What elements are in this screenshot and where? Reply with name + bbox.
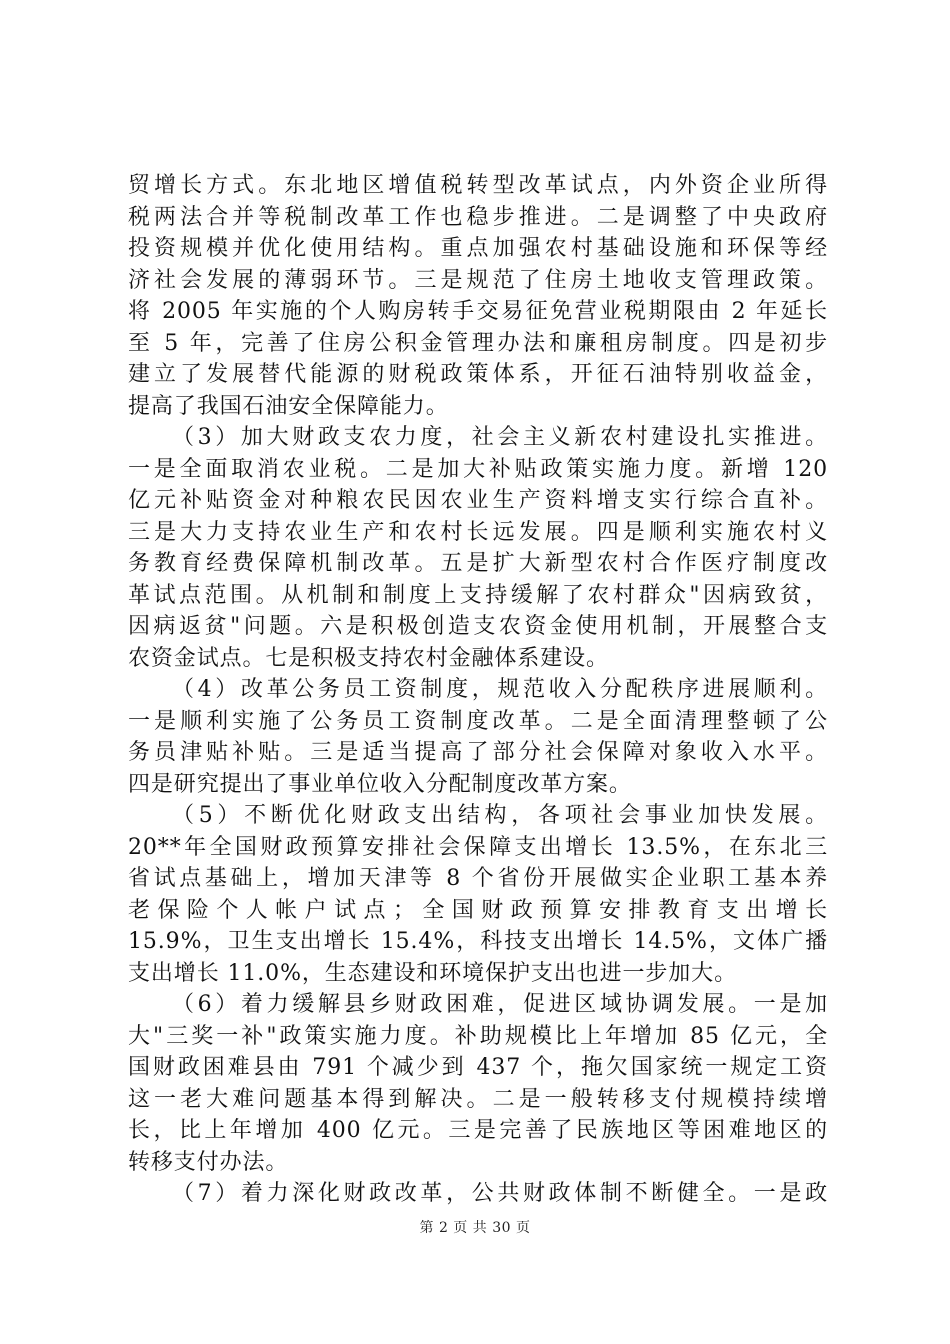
text-line: 投资规模并优化使用结构。重点加强农村基础设施和环保等经 (128, 236, 828, 261)
text-line: 一是顺利实施了公务员工资制度改革。二是全面清理整顿了公 (128, 708, 828, 734)
text-line: 税两法合并等税制改革工作也稳步推进。二是调整了中央政府 (128, 204, 828, 230)
text-line: 省试点基础上，增加天津等 8 个省份开展做实企业职工基本养 (128, 866, 828, 891)
text-line: 这一老大难问题基本得到解决。二是一般转移支付规模持续增 (128, 1086, 828, 1112)
body-text (128, 170, 828, 1210)
text-line: 四是研究提出了事业单位收入分配制度改革方案。 (128, 771, 632, 797)
text-line: 老保险个人帐户试点；全国财政预算安排教育支出增长 (128, 897, 828, 923)
text-line: 贸增长方式。东北地区增值税转型改革试点，内外资企业所得 (128, 173, 828, 198)
text-line: 将 2005 年实施的个人购房转手交易征免营业税期限由 2 年延长 (128, 299, 828, 324)
text-line: 提高了我国石油安全保障能力。 (128, 393, 449, 419)
text-line: 支出增长 11.0%，生态建设和环境保护支出也进一步加大。 (128, 960, 737, 986)
paragraph-heading-5: （5）不断优化财政支出结构，各项社会事业加快发展。 (172, 803, 828, 828)
text-line: 一是全面取消农业税。二是加大补贴政策实施力度。新增 120 (128, 456, 828, 482)
text-line: 三是大力支持农业生产和农村长远发展。四是顺利实施农村义 (128, 519, 828, 545)
text-line: 亿元补贴资金对种粮农民因农业生产资料增支实行综合直补。 (128, 488, 828, 513)
text-line: 至 5 年，完善了住房公积金管理办法和廉租房制度。四是初步 (128, 330, 828, 356)
text-line: 务教育经费保障机制改革。五是扩大新型农村合作医疗制度改 (128, 551, 828, 576)
text-line: 国财政困难县由 791 个减少到 437 个，拖欠国家统一规定工资 (128, 1055, 828, 1080)
text-line: 农资金试点。七是积极支持农村金融体系建设。 (128, 645, 609, 671)
page-number-footer: 第 2 页 共 30 页 (419, 1220, 531, 1236)
text-line: 因病返贫"问题。六是积极创造支农资金使用机制，开展整合支 (128, 614, 828, 639)
text-line: 15.9%，卫生支出增长 15.4%，科技支出增长 14.5%，文体广播 (128, 929, 828, 954)
paragraph-heading-3: （3）加大财政支农力度，社会主义新农村建设扎实推进。 (172, 425, 828, 450)
paragraph-heading-6: （6）着力缓解县乡财政困难，促进区域协调发展。一是加 (172, 992, 828, 1017)
text-line: 转移支付办法。 (128, 1149, 289, 1175)
text-line: 务员津贴补贴。三是适当提高了部分社会保障对象收入水平。 (128, 740, 828, 765)
text-line: 长，比上年增加 400 亿元。三是完善了民族地区等困难地区的 (128, 1118, 828, 1143)
text-line: 大"三奖一补"政策实施力度。补助规模比上年增加 85 亿元，全 (128, 1023, 828, 1049)
text-line: 革试点范围。从机制和制度上支持缓解了农村群众"因病致贫， (128, 582, 828, 608)
text-line: 济社会发展的薄弱环节。三是规范了住房土地收支管理政策。 (128, 267, 828, 293)
text-line: 20**年全国财政预算安排社会保障支出增长 13.5%，在东北三 (128, 834, 828, 860)
paragraph-heading-4: （4）改革公务员工资制度，规范收入分配秩序进展顺利。 (172, 677, 828, 702)
paragraph-heading-7: （7）着力深化财政改革，公共财政体制不断健全。一是政 (172, 1181, 828, 1206)
text-line: 建立了发展替代能源的财税政策体系，开征石油特别收益金， (128, 362, 828, 387)
